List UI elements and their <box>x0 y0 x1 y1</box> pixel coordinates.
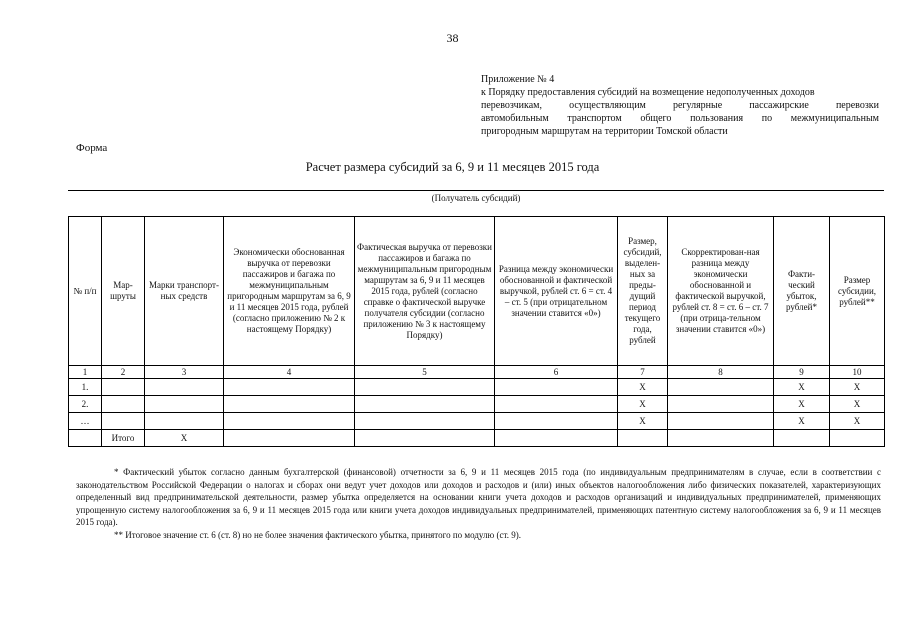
total-row <box>69 430 885 447</box>
column-number-row <box>69 366 885 379</box>
table-cell <box>145 413 224 430</box>
table-cell: X <box>618 413 668 430</box>
column-header: № п/п <box>69 217 102 366</box>
table-row <box>69 413 885 430</box>
table-cell <box>495 379 618 396</box>
table-cell <box>145 396 224 413</box>
column-header: Экономически обоснованная выручка от перевозки пассажиров и багажа по межмуниципальным пригородным маршрутам за 6, 9 и 11 месяцев 2015 года, рублей (согласно приложению № 2 к настоящему Порядку) <box>224 217 355 366</box>
table-cell: X <box>830 379 885 396</box>
column-header: Разница между экономически обоснованной и фактической выручкой, рублей ст. 6 = ст. 4 – ст. 5 (при отрицательном значении ставится «0») <box>495 217 618 366</box>
table-cell <box>774 430 830 447</box>
column-number: 6 <box>495 366 618 379</box>
page-number: 38 <box>446 31 459 45</box>
table-cell <box>224 396 355 413</box>
table-cell <box>355 379 495 396</box>
table-cell: X <box>618 396 668 413</box>
table-cell <box>102 413 145 430</box>
table-cell: … <box>69 413 102 430</box>
column-header: Скорректирован-ная разница между экономически обоснованной и фактической выручкой, рублей ст. 8 = ст. 6 – ст. 7 (при отрица-тельном значении ставится «0») <box>668 217 774 366</box>
table-cell <box>495 430 618 447</box>
table-cell <box>224 379 355 396</box>
table-cell: X <box>830 413 885 430</box>
table-cell <box>495 396 618 413</box>
table-cell <box>830 430 885 447</box>
table-cell <box>224 413 355 430</box>
footnote-actual-loss: * Фактический убыток согласно данным бухгалтерской (финансовой) отчетности за 6, 9 и 11 месяцев 2015 года (по индивидуальным предпринимателям в случае, если в соответствии с законодательством Российской Федерации о налогах и сборах они ведут учет доходов или доходов и расходов и (или) иных объектов налогообложения либо физических показателей, характеризующих определенный вид предпринимательской деятельности, размер убытка определяется на основании книги учета доходов и расходов организаций и индивидуальных предпринимателей, применяющих упрощенную систему налогообложения за 6, 9 и 11 месяцев 2015 года или книги учета доходов индивидуальных предпринимателей, применяющих патентную систему налогообложения за 6, 9 и 11 месяцев 2015 года). <box>76 467 881 527</box>
table-cell: X <box>830 396 885 413</box>
column-number: 10 <box>830 366 885 379</box>
column-header: Размер, субсидий, выделен-ных за преды-дущий период текущего года, рублей <box>618 217 668 366</box>
table-cell <box>355 430 495 447</box>
appendix-line: пригородным маршрутам на территории Томской области <box>481 126 728 137</box>
table-row <box>69 379 885 396</box>
document-title: Расчет размера субсидий за 6, 9 и 11 месяцев 2015 года <box>305 160 600 174</box>
table-cell <box>355 413 495 430</box>
appendix-line: перевозчикам, осуществляющим регулярные пассажирские перевозки <box>481 100 879 111</box>
table-cell <box>668 379 774 396</box>
table-cell <box>668 430 774 447</box>
appendix-title: Приложение № 4 <box>481 74 555 85</box>
column-header: Факти-ческий убыток, рублей* <box>774 217 830 366</box>
column-number: 9 <box>774 366 830 379</box>
subsidy-calculation-table <box>68 216 885 447</box>
table-cell: X <box>774 396 830 413</box>
column-number: 8 <box>668 366 774 379</box>
table-header-row <box>69 217 885 366</box>
table-cell <box>668 396 774 413</box>
column-number: 7 <box>618 366 668 379</box>
table-cell <box>102 396 145 413</box>
table-cell <box>495 413 618 430</box>
table-cell: X <box>774 413 830 430</box>
column-number: 1 <box>69 366 102 379</box>
table-cell: X <box>145 430 224 447</box>
table-cell <box>224 430 355 447</box>
table-cell <box>145 379 224 396</box>
recipient-fill-line <box>68 190 884 191</box>
table-cell <box>102 379 145 396</box>
table-cell <box>69 430 102 447</box>
table-cell: 1. <box>69 379 102 396</box>
appendix-line: к Порядку предоставления субсидий на возмещение недополученных доходов <box>481 87 815 98</box>
form-label: Форма <box>76 142 108 154</box>
column-number: 4 <box>224 366 355 379</box>
column-header: Фактическая выручка от перевозки пассажиров и багажа по межмуниципальным пригородным маршрутам за 6, 9 и 11 месяцев 2015 года, рублей (согласно справке о фактической выручке получателя субсидии (согласно приложению № 3 к настоящему Порядку) <box>355 217 495 366</box>
table-cell <box>618 430 668 447</box>
table-row <box>69 396 885 413</box>
appendix-line: автомобильным транспортом общего пользования по межмуниципальным <box>481 113 879 124</box>
column-header: Марки транспорт-ных средств <box>145 217 224 366</box>
column-header: Размер субсидии, рублей** <box>830 217 885 366</box>
column-number: 5 <box>355 366 495 379</box>
total-label: Итого <box>102 430 145 447</box>
footnotes <box>76 466 881 541</box>
table-cell <box>668 413 774 430</box>
table-cell: X <box>618 379 668 396</box>
appendix-header <box>481 73 879 138</box>
table-cell: 2. <box>69 396 102 413</box>
recipient-caption: (Получатель субсидий) <box>431 193 521 203</box>
table-cell <box>355 396 495 413</box>
footnote-subsidy-size: ** Итоговое значение ст. 6 (ст. 8) но не более значения фактического убытка, принятого по модулю (ст. 9). <box>114 529 521 540</box>
column-number: 3 <box>145 366 224 379</box>
column-number: 2 <box>102 366 145 379</box>
table-cell: X <box>774 379 830 396</box>
column-header: Мар-шруты <box>102 217 145 366</box>
